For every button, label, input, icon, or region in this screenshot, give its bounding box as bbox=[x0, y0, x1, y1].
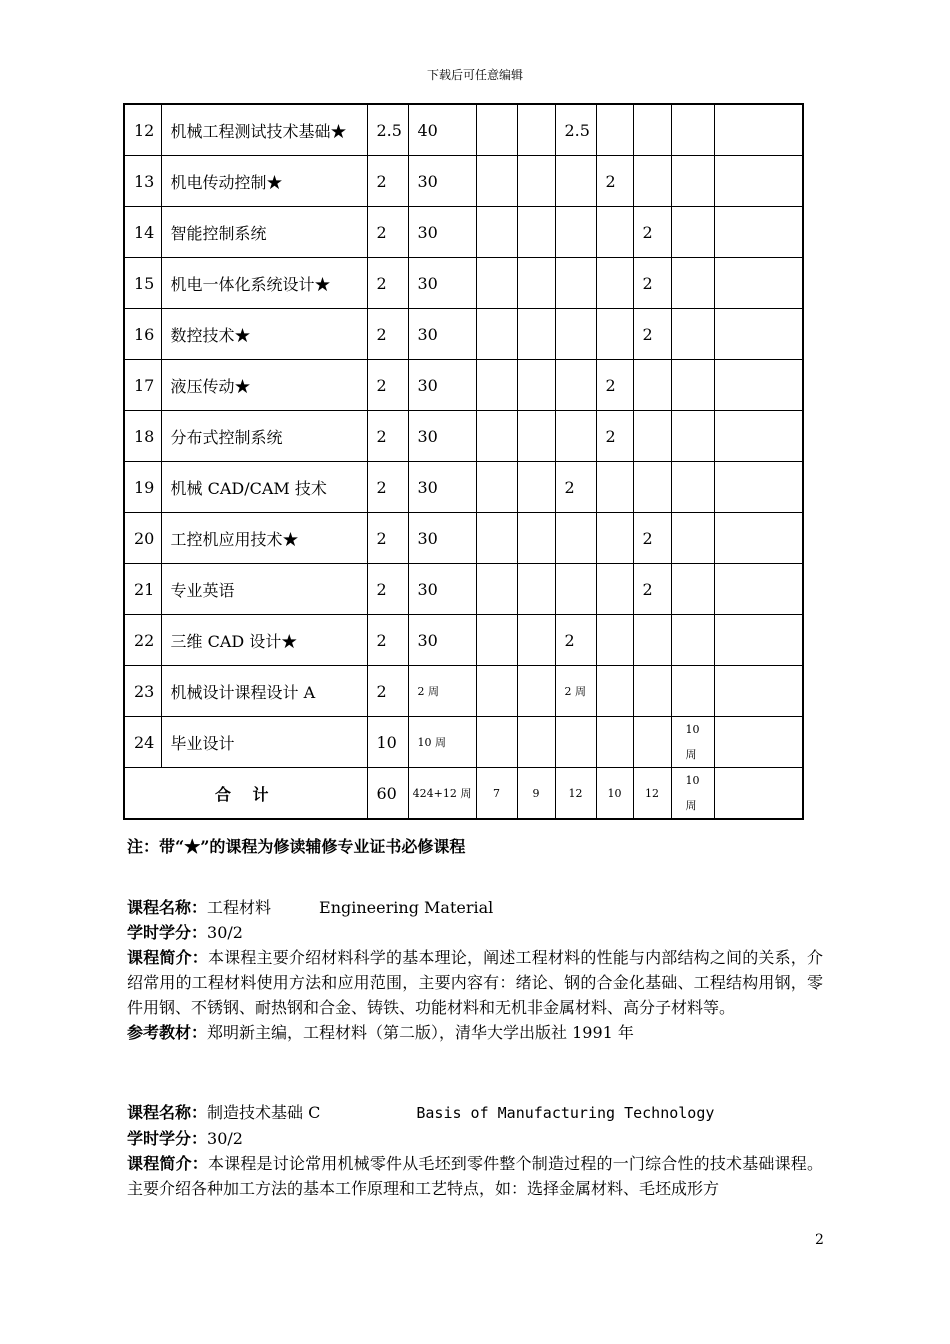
total-c6 bbox=[671, 768, 714, 820]
term-3: 2 周 bbox=[555, 666, 596, 717]
course-name: 专业英语 bbox=[161, 564, 367, 615]
term-6-line: 周 bbox=[685, 748, 697, 761]
hours: 30 bbox=[408, 615, 476, 666]
term-5 bbox=[633, 615, 671, 666]
term-6 bbox=[671, 104, 714, 156]
total-hours: 424+12 周 bbox=[408, 768, 476, 820]
row-number: 14 bbox=[124, 207, 161, 258]
row-number: 15 bbox=[124, 258, 161, 309]
table-row bbox=[124, 258, 803, 309]
term-2 bbox=[517, 615, 555, 666]
credit: 2 bbox=[367, 564, 408, 615]
term-1 bbox=[476, 615, 517, 666]
table-row bbox=[124, 666, 803, 717]
term-4 bbox=[596, 462, 633, 513]
term-2 bbox=[517, 666, 555, 717]
term-5: 2 bbox=[633, 564, 671, 615]
row-number: 23 bbox=[124, 666, 161, 717]
term-5: 2 bbox=[633, 207, 671, 258]
term-1 bbox=[476, 717, 517, 768]
term-5 bbox=[633, 666, 671, 717]
hours: 30 bbox=[408, 258, 476, 309]
term-6 bbox=[671, 309, 714, 360]
term-5 bbox=[633, 104, 671, 156]
term-4 bbox=[596, 309, 633, 360]
term-4 bbox=[596, 258, 633, 309]
term-4 bbox=[596, 564, 633, 615]
term-1 bbox=[476, 462, 517, 513]
credit: 2 bbox=[367, 258, 408, 309]
remark bbox=[714, 564, 803, 615]
term-1 bbox=[476, 104, 517, 156]
credit: 2.5 bbox=[367, 104, 408, 156]
term-4 bbox=[596, 666, 633, 717]
table-row bbox=[124, 462, 803, 513]
term-2 bbox=[517, 513, 555, 564]
total-label: 合 计 bbox=[124, 768, 367, 820]
term-5: 2 bbox=[633, 513, 671, 564]
total-c4: 10 bbox=[596, 768, 633, 820]
term-3: 2.5 bbox=[555, 104, 596, 156]
hours: 30 bbox=[408, 309, 476, 360]
course-ref-label: 参考教材： bbox=[127, 1023, 208, 1042]
course-name: 三维 CAD 设计★ bbox=[161, 615, 367, 666]
term-3 bbox=[555, 309, 596, 360]
row-number: 20 bbox=[124, 513, 161, 564]
course-hours: 30/2 bbox=[207, 923, 243, 942]
hours: 30 bbox=[408, 411, 476, 462]
term-6 bbox=[671, 411, 714, 462]
term-5 bbox=[633, 360, 671, 411]
remark bbox=[714, 717, 803, 768]
term-5 bbox=[633, 717, 671, 768]
remark bbox=[714, 513, 803, 564]
hours: 10 周 bbox=[408, 717, 476, 768]
term-5 bbox=[633, 411, 671, 462]
term-2 bbox=[517, 717, 555, 768]
row-number: 12 bbox=[124, 104, 161, 156]
course-name: 机械工程测试技术基础★ bbox=[161, 104, 367, 156]
course-name: 工控机应用技术★ bbox=[161, 513, 367, 564]
course-intro bbox=[127, 945, 823, 1020]
term-2 bbox=[517, 156, 555, 207]
remark bbox=[714, 411, 803, 462]
hours: 30 bbox=[408, 564, 476, 615]
credit: 2 bbox=[367, 309, 408, 360]
term-6 bbox=[671, 360, 714, 411]
course-hours-label: 学时学分： bbox=[127, 923, 208, 942]
row-number: 21 bbox=[124, 564, 161, 615]
credit: 2 bbox=[367, 615, 408, 666]
course-name-line bbox=[127, 895, 823, 920]
course-name-label: 课程名称： bbox=[127, 1103, 208, 1122]
total-c1: 7 bbox=[476, 768, 517, 820]
term-1 bbox=[476, 258, 517, 309]
term-1 bbox=[476, 564, 517, 615]
course-name: 制造技术基础 C bbox=[207, 1103, 321, 1122]
total-c6-line: 周 bbox=[685, 799, 697, 812]
term-1 bbox=[476, 666, 517, 717]
table-row bbox=[124, 156, 803, 207]
course-intro-text: 本课程是讨论常用机械零件从毛坯到零件整个制造过程的一门综合性的技术基础课程。主要介绍各种加工方法的基本工作原理和工艺特点，如：选择金属材料、毛坯成形方 bbox=[127, 1154, 823, 1198]
term-4 bbox=[596, 615, 633, 666]
remark bbox=[714, 156, 803, 207]
term-6 bbox=[671, 207, 714, 258]
remark bbox=[714, 462, 803, 513]
hours: 30 bbox=[408, 462, 476, 513]
remark bbox=[714, 104, 803, 156]
table-row bbox=[124, 615, 803, 666]
remark bbox=[714, 666, 803, 717]
term-3 bbox=[555, 411, 596, 462]
course-section-engineering-material bbox=[127, 895, 823, 1045]
credit: 2 bbox=[367, 462, 408, 513]
course-name: 工程材料 bbox=[207, 898, 272, 917]
term-5: 2 bbox=[633, 309, 671, 360]
credit: 2 bbox=[367, 411, 408, 462]
total-credit: 60 bbox=[367, 768, 408, 820]
term-4: 2 bbox=[596, 156, 633, 207]
term-2 bbox=[517, 411, 555, 462]
total-c5: 12 bbox=[633, 768, 671, 820]
table-row bbox=[124, 207, 803, 258]
credit: 2 bbox=[367, 156, 408, 207]
term-3: 2 bbox=[555, 615, 596, 666]
course-name: 机械设计课程设计 A bbox=[161, 666, 367, 717]
term-1 bbox=[476, 309, 517, 360]
hours: 40 bbox=[408, 104, 476, 156]
row-number: 22 bbox=[124, 615, 161, 666]
table-row bbox=[124, 411, 803, 462]
total-c6-line: 10 bbox=[685, 774, 700, 787]
term-6 bbox=[671, 513, 714, 564]
course-intro-label: 课程简介： bbox=[127, 1154, 208, 1173]
course-name-label: 课程名称： bbox=[127, 898, 208, 917]
hours: 30 bbox=[408, 360, 476, 411]
course-name: 机电一体化系统设计★ bbox=[161, 258, 367, 309]
credit: 2 bbox=[367, 360, 408, 411]
remark bbox=[714, 615, 803, 666]
course-intro-text: 本课程主要介绍材料科学的基本理论，阐述工程材料的性能与内部结构之间的关系，介绍常用的工程材料使用方法和应用范围，主要内容有：绪论、钢的合金化基础、工程结构用钢，零件用钢、不锈钢、耐热钢和合金、铸铁、功能材料和无机非金属材料、高分子材料等。 bbox=[127, 948, 823, 1017]
course-name: 机电传动控制★ bbox=[161, 156, 367, 207]
term-3: 2 bbox=[555, 462, 596, 513]
term-3 bbox=[555, 513, 596, 564]
course-name: 机械 CAD/CAM 技术 bbox=[161, 462, 367, 513]
credit: 10 bbox=[367, 717, 408, 768]
course-intro bbox=[127, 1151, 823, 1201]
term-6 bbox=[671, 615, 714, 666]
course-hours-label: 学时学分： bbox=[127, 1129, 208, 1148]
course-name: 智能控制系统 bbox=[161, 207, 367, 258]
term-6 bbox=[671, 717, 714, 768]
course-ref-line bbox=[127, 1020, 823, 1045]
term-6 bbox=[671, 156, 714, 207]
course-ref: 郑明新主编，工程材料（第二版），清华大学出版社 1991 年 bbox=[207, 1023, 634, 1042]
term-3 bbox=[555, 207, 596, 258]
course-table-body bbox=[124, 104, 803, 819]
course-name: 分布式控制系统 bbox=[161, 411, 367, 462]
term-3 bbox=[555, 360, 596, 411]
term-1 bbox=[476, 513, 517, 564]
table-note: 注：带“★”的课程为修读辅修专业证书必修课程 bbox=[127, 837, 466, 856]
term-3 bbox=[555, 156, 596, 207]
term-1 bbox=[476, 207, 517, 258]
course-name: 毕业设计 bbox=[161, 717, 367, 768]
row-number: 19 bbox=[124, 462, 161, 513]
table-total-row bbox=[124, 768, 803, 820]
row-number: 18 bbox=[124, 411, 161, 462]
table-row bbox=[124, 360, 803, 411]
table-row bbox=[124, 513, 803, 564]
term-4 bbox=[596, 207, 633, 258]
term-4 bbox=[596, 513, 633, 564]
term-4 bbox=[596, 717, 633, 768]
remark bbox=[714, 258, 803, 309]
table-row bbox=[124, 104, 803, 156]
term-3 bbox=[555, 564, 596, 615]
remark bbox=[714, 360, 803, 411]
course-name: 数控技术★ bbox=[161, 309, 367, 360]
row-number: 13 bbox=[124, 156, 161, 207]
term-1 bbox=[476, 360, 517, 411]
term-4 bbox=[596, 104, 633, 156]
term-4: 2 bbox=[596, 411, 633, 462]
hours: 30 bbox=[408, 513, 476, 564]
course-hours: 30/2 bbox=[207, 1129, 243, 1148]
term-2 bbox=[517, 462, 555, 513]
course-hours-line bbox=[127, 920, 823, 945]
term-5 bbox=[633, 156, 671, 207]
term-5: 2 bbox=[633, 258, 671, 309]
course-name-line bbox=[127, 1100, 823, 1126]
course-name-en: Engineering Material bbox=[319, 898, 494, 917]
course-name: 液压传动★ bbox=[161, 360, 367, 411]
term-3 bbox=[555, 717, 596, 768]
term-2 bbox=[517, 360, 555, 411]
table-row bbox=[124, 309, 803, 360]
hours: 30 bbox=[408, 156, 476, 207]
term-2 bbox=[517, 207, 555, 258]
term-2 bbox=[517, 309, 555, 360]
term-4: 2 bbox=[596, 360, 633, 411]
course-name-en: Basis of Manufacturing Technology bbox=[416, 1104, 715, 1122]
page-number: 2 bbox=[815, 1232, 824, 1248]
row-number: 17 bbox=[124, 360, 161, 411]
term-2 bbox=[517, 564, 555, 615]
table-row bbox=[124, 717, 803, 768]
total-c2: 9 bbox=[517, 768, 555, 820]
hours: 2 周 bbox=[408, 666, 476, 717]
term-2 bbox=[517, 104, 555, 156]
term-6 bbox=[671, 258, 714, 309]
term-1 bbox=[476, 156, 517, 207]
remark bbox=[714, 309, 803, 360]
course-intro-label: 课程简介： bbox=[127, 948, 208, 967]
total-remark bbox=[714, 768, 803, 820]
credit: 2 bbox=[367, 207, 408, 258]
row-number: 24 bbox=[124, 717, 161, 768]
term-3 bbox=[555, 258, 596, 309]
hours: 30 bbox=[408, 207, 476, 258]
term-5 bbox=[633, 462, 671, 513]
term-6 bbox=[671, 462, 714, 513]
term-6 bbox=[671, 666, 714, 717]
remark bbox=[714, 207, 803, 258]
row-number: 16 bbox=[124, 309, 161, 360]
credit: 2 bbox=[367, 666, 408, 717]
term-6 bbox=[671, 564, 714, 615]
course-hours-line bbox=[127, 1126, 823, 1151]
credit: 2 bbox=[367, 513, 408, 564]
term-6-line: 10 bbox=[685, 723, 700, 736]
term-2 bbox=[517, 258, 555, 309]
term-1 bbox=[476, 411, 517, 462]
course-table bbox=[123, 103, 804, 820]
page-header: 下载后可任意编辑 bbox=[426, 68, 523, 82]
table-row bbox=[124, 564, 803, 615]
course-section-manufacturing bbox=[127, 1100, 823, 1201]
total-c3: 12 bbox=[555, 768, 596, 820]
